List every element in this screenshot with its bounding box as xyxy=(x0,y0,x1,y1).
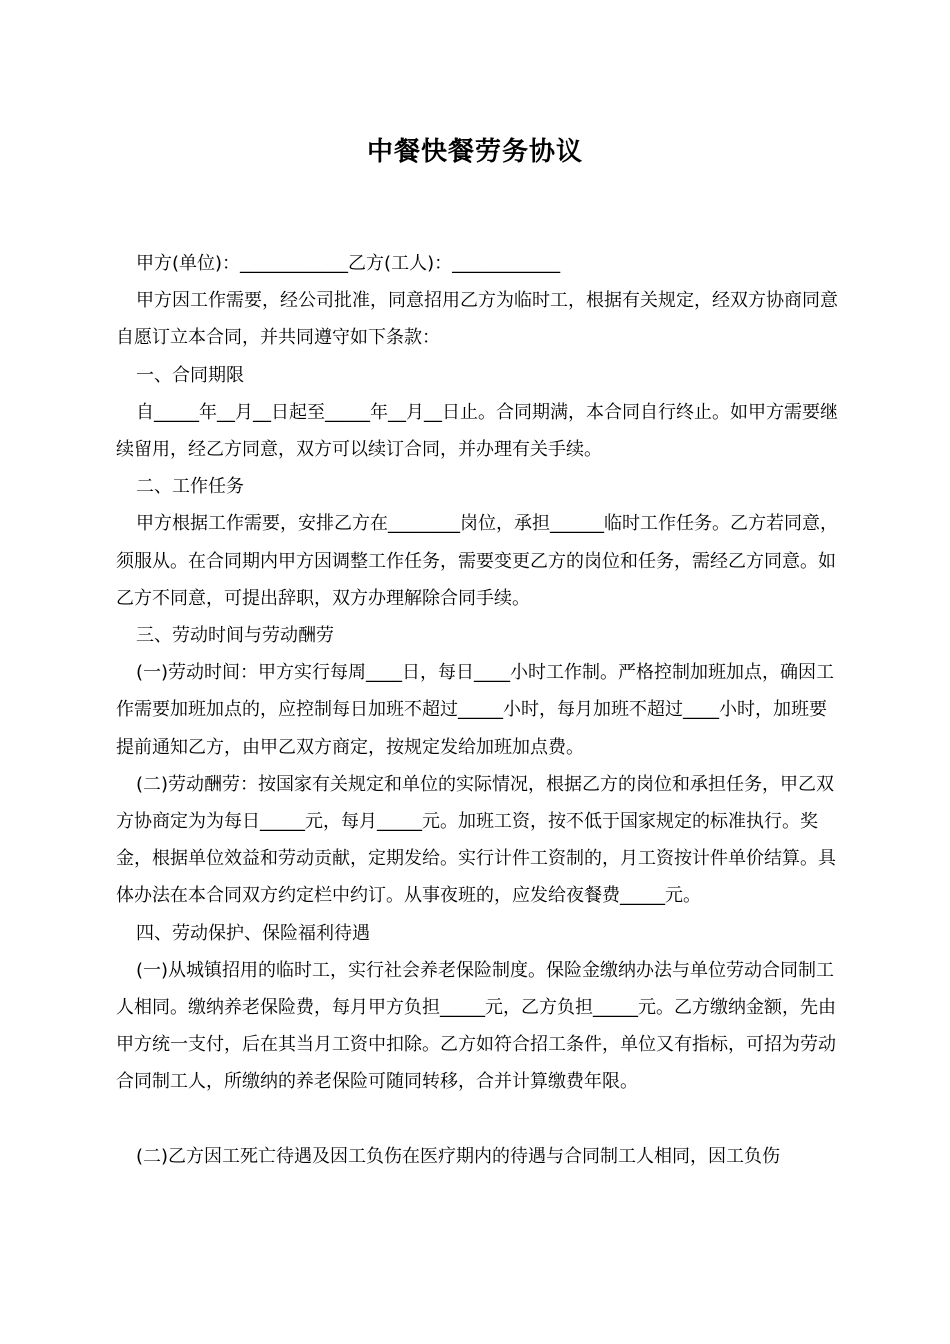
document-title: 中餐快餐劳务协议 xyxy=(366,137,583,167)
preamble-paragraph: 甲方因工作需要，经公司批准，同意招用乙方为临时工，根据有关规定，经双方协商同意自愿订立本合同，并共同遵守如下条款： xyxy=(116,290,838,349)
parties-line: 甲方(单位)：____________乙方(工人)：____________ xyxy=(136,253,561,274)
pension-paragraph: (一)从城镇招用的临时工，实行社会养老保险制度。保险金缴纳办法与单位劳动合同制工人相同。缴纳养老保险费，每月甲方负担_____元，乙方负担_____元。乙方缴纳金额，先由甲方统一支付，后在其当月工资中扣除。乙方如符合招工条件，单位又有指标，可招为劳动合同制工人，所缴纳的养老保险可随同转移，合并计算缴费年限。 xyxy=(116,959,836,1093)
injury-paragraph: (二)乙方因工死亡待遇及因工负伤在医疗期内的待遇与合同制工人相同，因工负伤 xyxy=(136,1145,781,1167)
tasks-paragraph: 甲方根据工作需要，安排乙方在________岗位，承担______临时工作任务。乙方若同意，须服从。在合同期内甲方因调整工作任务，需要变更乙方的岗位和任务，需经乙方同意。如乙方不同意，可提出辞职，双方办理解除合同手续。 xyxy=(116,513,838,609)
section-heading-tasks: 二、工作任务 xyxy=(136,476,244,498)
section-heading-protection: 四、劳动保护、保险福利待遇 xyxy=(136,922,370,944)
pay-paragraph: (二)劳动酬劳：按国家有关规定和单位的实际情况，根据乙方的岗位和承担任务，甲乙双方协商定为为每日_____元，每月_____元。加班工资，按不低于国家规定的标准执行。奖金，根据单位效益和劳动贡献，定期发给。实行计件工资制的，月工资按计件单价结算。具体办法在本合同双方约定栏中约订。从事夜班的，应发给夜餐费_____元。 xyxy=(116,773,836,907)
section-heading-hours-pay: 三、劳动时间与劳动酬劳 xyxy=(136,625,334,647)
term-paragraph: 自_____年__月__日起至_____年__月__日止。合同期满，本合同自行终止。如甲方需要继续留用，经乙方同意，双方可以续订合同，并办理有关手续。 xyxy=(116,401,838,461)
hours-paragraph: (一)劳动时间：甲方实行每周____日，每日____小时工作制。严格控制加班加点，确因工作需要加班加点的，应控制每日加班不超过_____小时，每月加班不超过____小时，加班要提前通知乙方，由甲乙双方商定，按规定发给加班加点费。 xyxy=(116,662,835,758)
section-heading-term: 一、合同期限 xyxy=(136,364,244,386)
document-body xyxy=(116,245,838,1175)
